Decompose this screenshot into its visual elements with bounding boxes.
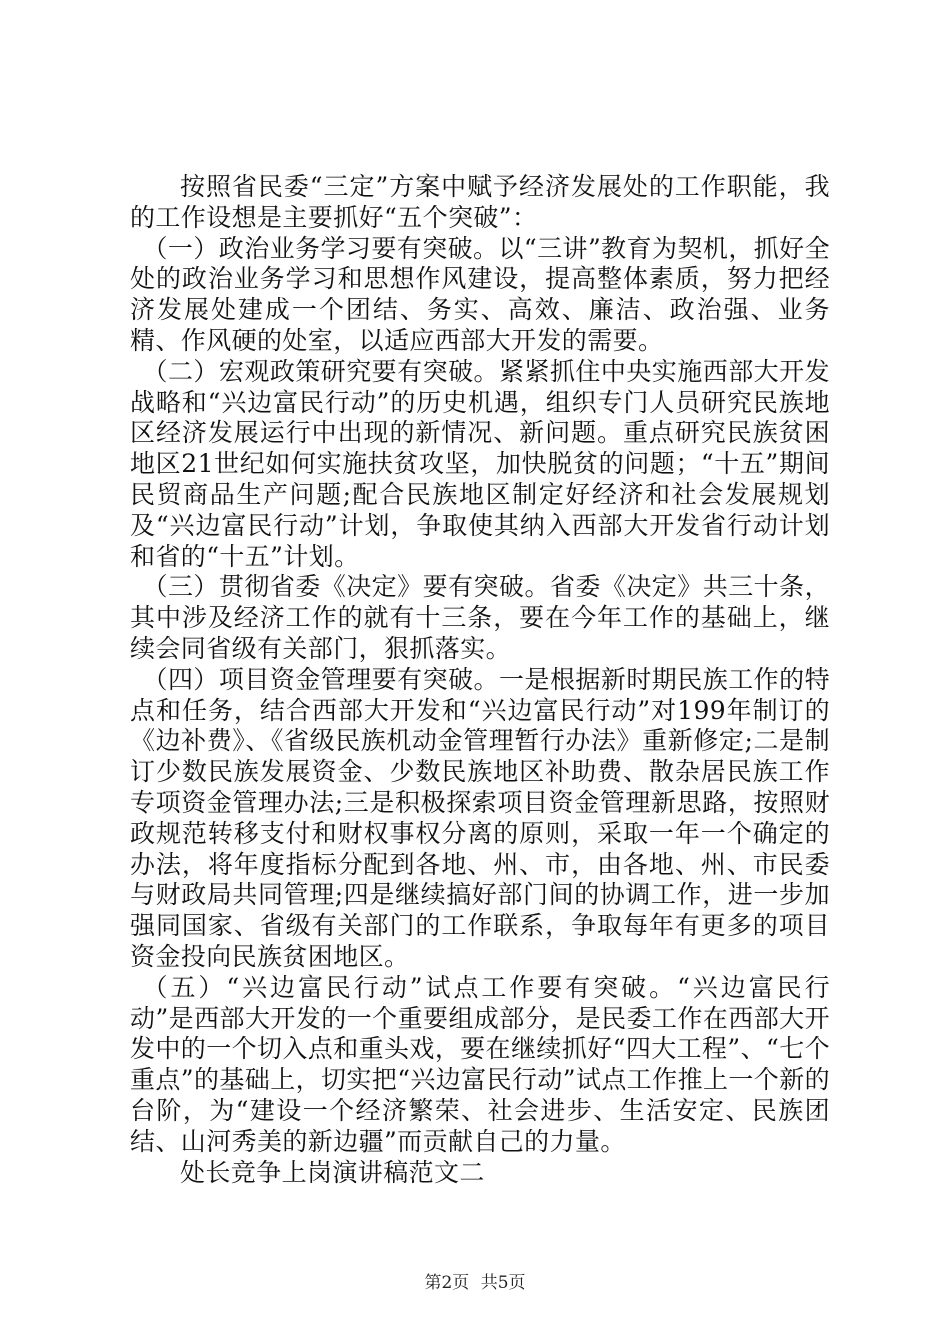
next-heading: 处长竞争上岗演讲稿范文二 [180,1157,485,1187]
page-total: 共5页 [480,1273,526,1293]
section-paragraph-2: （二）宏观政策研究要有突破。紧紧抓住中央实施西部大开发战略和“兴边富民行动”的历史机遇，组织专门人员研究民族地区经济发展运行中出现的新情况、新问题。重点研究民族贫困地区21世纪如何实施扶贫攻坚，加快脱贫的问题；“十五”期间民贸商品生产问题;配合民族地区制定好经济和社会发展规划及“兴边富民行动”计划，争取使其纳入西部大开发省行动计划和省的“十五”计划。 [130,356,830,571]
section-paragraph-3: （三）贯彻省委《决定》要有突破。省委《决定》共三十条，其中涉及经济工作的就有十三条，要在今年工作的基础上，继续会同省级有关部门，狠抓落实。 [130,572,830,663]
section-paragraph-5: （五）“兴边富民行动”试点工作要有突破。“兴边富民行动”是西部大开发的一个重要组成部分，是民委工作在西部大开发中的一个切入点和重头戏，要在继续抓好“四大工程”、“七个重点”的基础上，切实把“兴边富民行动”试点工作推上一个新的台阶，为“建设一个经济繁荣、社会进步、生活安定、民族团结、山河秀美的新边疆”而贡献自己的力量。 [130,972,830,1156]
intro-paragraph: 按照省民委“三定”方案中赋予经济发展处的工作职能，我的工作设想是主要抓好“五个突破”： [130,172,830,232]
section-paragraph-1: （一）政治业务学习要有突破。以“三讲”教育为契机，抓好全处的政治业务学习和思想作风建设，提高整体素质，努力把经济发展处建成一个团结、务实、高效、廉洁、政治强、业务精、作风硬的处室，以适应西部大开发的需要。 [130,233,830,355]
section-paragraph-4: （四）项目资金管理要有突破。一是根据新时期民族工作的特点和任务，结合西部大开发和“兴边富民行动”对199年制订的《边补费》、《省级民族机动金管理暂行办法》重新修定;二是制订少数民族发展资金、少数民族地区补助费、散杂居民族工作专项资金管理办法;三是积极探索项目资金管理新思路，按照财政规范转移支付和财权事权分离的原则，采取一年一个确定的办法，将年度指标分配到各地、州、市，由各地、州、市民委与财政局共同管理;四是继续搞好部门间的协调工作，进一步加强同国家、省级有关部门的工作联系，争取每年有更多的项目资金投向民族贫困地区。 [130,664,830,971]
document-body [130,172,830,1188]
page-number: 第2页 [424,1273,470,1293]
page-footer [0,1273,950,1293]
